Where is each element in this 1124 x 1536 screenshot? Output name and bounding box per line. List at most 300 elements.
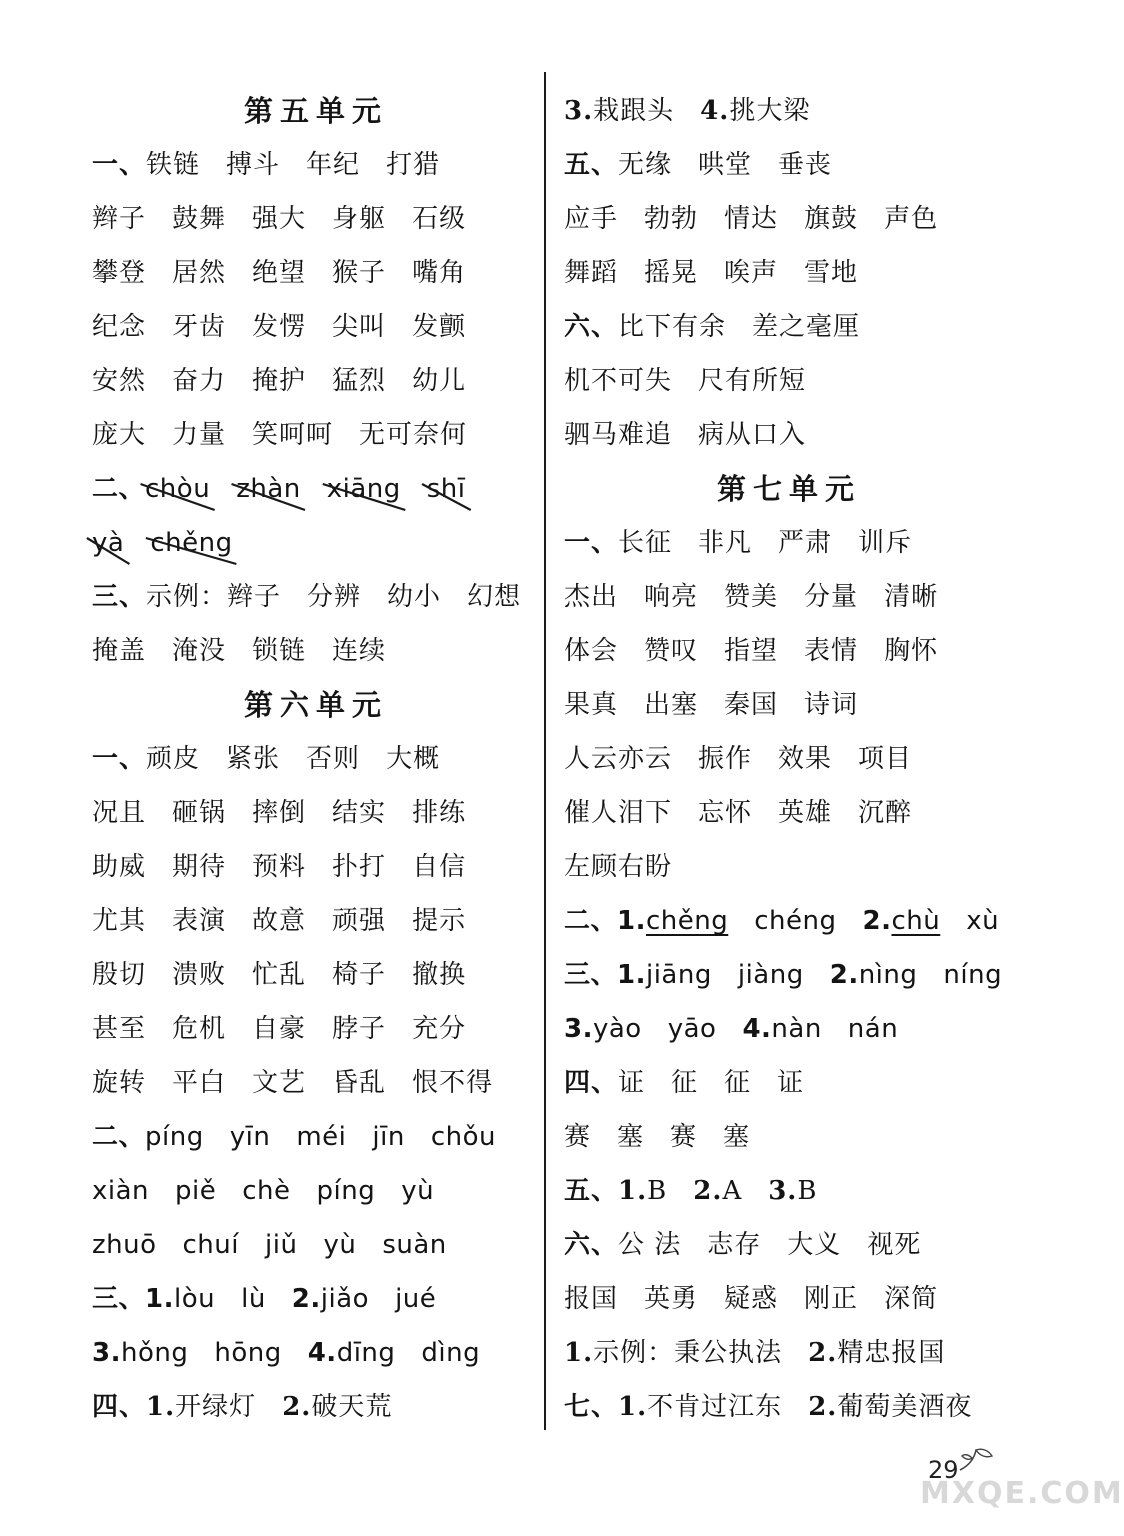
answer-text: 发愣 (252, 312, 307, 342)
answer-text: 清晰 (884, 582, 939, 612)
answer-text: 锁链 (252, 636, 307, 666)
answer-word (327, 462, 401, 516)
answer-text: 恨不得 (412, 1068, 494, 1098)
answer-text: 开绿灯 (175, 1392, 257, 1422)
answer-text: 出塞 (644, 690, 699, 720)
answer-word (332, 894, 386, 948)
answer-word (252, 786, 306, 840)
answer-word (564, 1002, 642, 1056)
struck-pinyin: chěng (150, 528, 232, 558)
answer-word (884, 570, 938, 624)
answer-text: 排练 (412, 798, 467, 828)
answer-word (467, 570, 521, 624)
answer-word (265, 1218, 297, 1272)
answer-line (92, 246, 540, 300)
answer-text: 大概 (386, 744, 441, 774)
answer-word (332, 246, 386, 300)
left-column (92, 84, 540, 1434)
page-number: 29 (928, 1456, 959, 1484)
answer-line (92, 1056, 540, 1110)
answer-word (644, 678, 698, 732)
answer-word (172, 840, 226, 894)
answer-word (564, 732, 672, 786)
question-number: 二、 (92, 474, 146, 504)
answer-text: 猛烈 (332, 366, 387, 396)
answer-text: 鼓舞 (172, 204, 227, 234)
answer-text: 葡萄美酒夜 (837, 1392, 973, 1422)
answer-word (252, 354, 306, 408)
answer-text: 居然 (172, 258, 227, 288)
answer-text: dīng (336, 1338, 396, 1368)
item-number: 2. (693, 1176, 723, 1206)
item-number: 2. (862, 906, 892, 936)
answer-text: 秦国 (724, 690, 779, 720)
answer-line (564, 1326, 1014, 1380)
answer-text: 声色 (884, 204, 939, 234)
answer-word (724, 1056, 751, 1110)
answer-word (738, 948, 804, 1002)
strike-mark (144, 534, 238, 568)
answer-word (804, 192, 858, 246)
answer-text: 刚正 (804, 1284, 859, 1314)
answer-word (332, 786, 386, 840)
answer-word (618, 1164, 667, 1218)
answer-text: nìng (858, 960, 918, 990)
answer-text: 训斥 (858, 528, 913, 558)
item-number: 3. (92, 1338, 121, 1368)
answer-word (332, 948, 386, 1002)
answer-word (863, 894, 941, 948)
answer-text: 甚至 (92, 1014, 147, 1044)
answer-text: 指望 (724, 636, 779, 666)
answer-text: 机不可失 (564, 366, 673, 396)
answer-word (92, 1164, 149, 1218)
answer-word (412, 786, 466, 840)
answer-text: 公 法 (618, 1230, 682, 1260)
answer-text: 嘴角 (412, 258, 467, 288)
answer-text: hōng (214, 1338, 282, 1368)
answer-word (332, 1002, 386, 1056)
answer-word (372, 1110, 404, 1164)
answer-word (564, 84, 674, 138)
answer-word (564, 570, 618, 624)
answer-word (92, 1056, 146, 1110)
answer-word (307, 570, 361, 624)
item-number: 2. (808, 1338, 838, 1368)
answer-word (884, 624, 938, 678)
answer-word (92, 408, 146, 462)
answer-word (778, 516, 832, 570)
answer-text: 长征 (618, 528, 673, 558)
answer-word (172, 948, 226, 1002)
answer-word (617, 948, 712, 1002)
answer-word (382, 1218, 446, 1272)
answer-word (848, 1002, 898, 1056)
answer-word (564, 1110, 591, 1164)
answer-text: 应手 (564, 204, 619, 234)
item-number: 1. (617, 960, 646, 990)
answer-text: 视死 (867, 1230, 922, 1260)
answer-text: 左顾右盼 (564, 852, 673, 882)
answer-line (564, 624, 1014, 678)
answer-text: 人云亦云 (564, 744, 673, 774)
answer-word (644, 624, 698, 678)
answer-line (92, 1272, 540, 1326)
answer-text: 垂丧 (778, 150, 833, 180)
answer-text: 无缘 (618, 150, 673, 180)
question-number: 三、 (92, 1284, 146, 1314)
answer-text: 雪地 (804, 258, 859, 288)
answer-text: 摇晃 (644, 258, 699, 288)
answer-line (564, 1110, 1014, 1164)
answer-line (564, 1002, 1014, 1056)
answer-word (332, 192, 386, 246)
item-number: 1. (146, 1392, 176, 1422)
answer-line (92, 1002, 540, 1056)
answer-word (252, 408, 333, 462)
answer-text: yīn (229, 1122, 271, 1152)
answer-word (700, 84, 810, 138)
answer-text: 纪念 (92, 312, 147, 342)
strike-mark (86, 534, 130, 568)
answer-word (618, 1056, 645, 1110)
answer-line (92, 624, 540, 678)
answer-word (867, 1218, 921, 1272)
answer-text: 尤其 (92, 906, 147, 936)
answer-word (145, 462, 210, 516)
answer-word (724, 1272, 778, 1326)
answer-word (617, 894, 728, 948)
answer-text: zhuō (92, 1230, 157, 1260)
answer-word (92, 624, 146, 678)
answer-word (724, 678, 778, 732)
answer-text: 猴子 (332, 258, 387, 288)
answer-word (778, 732, 832, 786)
right-column (564, 84, 1014, 1434)
answer-word (670, 1110, 697, 1164)
answer-text: 辫子 (92, 204, 147, 234)
answer-word (172, 246, 226, 300)
answer-word (698, 408, 806, 462)
answer-word (778, 138, 832, 192)
answer-line (92, 1164, 540, 1218)
answer-word (92, 786, 146, 840)
answer-word (92, 1002, 146, 1056)
answer-text: jiàng (737, 960, 804, 990)
question-number: 二、 (92, 1122, 146, 1152)
answer-word (724, 570, 778, 624)
answer-word (884, 1272, 938, 1326)
answer-text: 石级 (412, 204, 467, 234)
answer-text: 庞大 (92, 420, 147, 450)
answer-line (564, 678, 1014, 732)
answer-text: xiàn (92, 1176, 150, 1206)
answer-text: 尺有所短 (698, 366, 807, 396)
answer-word (742, 1002, 821, 1056)
answer-word (787, 1218, 841, 1272)
answer-text: 效果 (778, 744, 833, 774)
answer-text: méi (296, 1122, 347, 1152)
answer-text: 催人泪下 (564, 798, 673, 828)
question-number: 五、 (564, 1176, 619, 1206)
answer-text: 殷切 (92, 960, 147, 990)
answer-text: 项目 (858, 744, 913, 774)
answer-word (401, 1164, 434, 1218)
answer-line (92, 948, 540, 1002)
answer-text: 打猎 (386, 150, 441, 180)
answer-line (92, 1110, 540, 1164)
answer-word (172, 1056, 226, 1110)
answer-line (92, 732, 540, 786)
answer-text: 忙乱 (252, 960, 307, 990)
item-number: 2. (291, 1284, 321, 1314)
answer-word (858, 732, 912, 786)
answer-text: jīn (372, 1122, 405, 1152)
answer-text: 英勇 (644, 1284, 699, 1314)
answer-text: 破天荒 (311, 1392, 393, 1422)
answer-text: 顽皮 (146, 744, 201, 774)
answer-text: 杰出 (564, 582, 619, 612)
answer-text: 掩盖 (92, 636, 147, 666)
answer-text: 不肯过江东 (647, 1392, 783, 1422)
answer-text: 果真 (564, 690, 619, 720)
answer-line (92, 1218, 540, 1272)
answer-word (172, 354, 226, 408)
answer-text: yāo (667, 1014, 717, 1044)
answer-word (332, 624, 386, 678)
answer-word (146, 1380, 256, 1434)
struck-pinyin: yà (92, 528, 124, 558)
answer-text: 笑呵呵 (252, 420, 334, 450)
answer-word (412, 840, 466, 894)
answer-line (564, 192, 1014, 246)
answer-word (412, 894, 466, 948)
strike-mark (139, 480, 216, 514)
answer-word (252, 894, 306, 948)
answer-line (564, 516, 1014, 570)
answer-word (172, 624, 226, 678)
answer-text: 疑惑 (724, 1284, 779, 1314)
answer-word (332, 1056, 386, 1110)
answer-text: 扑打 (332, 852, 387, 882)
answer-text: 顽强 (332, 906, 387, 936)
answer-word (754, 894, 836, 948)
answer-text: 自信 (412, 852, 467, 882)
answer-text: 平白 (172, 1068, 227, 1098)
answer-text: suàn (382, 1230, 447, 1260)
answer-word (617, 1110, 644, 1164)
answer-text: yù (323, 1230, 357, 1260)
answer-line (92, 840, 540, 894)
answer-word (242, 1164, 290, 1218)
question-number: 二、 (564, 906, 618, 936)
answer-word (172, 300, 226, 354)
answer-text: 比下有余 (618, 312, 727, 342)
answer-word (564, 408, 672, 462)
answer-text: 示例：辫子 (146, 582, 282, 612)
answer-text: jiāng (645, 960, 712, 990)
answer-text: 勃勃 (644, 204, 699, 234)
item-number: 2. (282, 1392, 312, 1422)
answer-word (92, 894, 146, 948)
answer-line (564, 732, 1014, 786)
answer-text: hǒng (120, 1338, 189, 1368)
answer-line (564, 300, 1014, 354)
answer-text: 栽跟头 (593, 96, 675, 126)
question-number: 五、 (564, 150, 619, 180)
answer-word (618, 300, 726, 354)
answer-text: B (797, 1176, 818, 1206)
answer-word (564, 1326, 782, 1380)
answer-text: chǒu (430, 1122, 496, 1152)
answer-line (564, 840, 1014, 894)
answer-word (308, 1326, 396, 1380)
answer-word (966, 894, 999, 948)
answer-line (92, 570, 540, 624)
answer-line (564, 1056, 1014, 1110)
answer-text: píng (316, 1176, 376, 1206)
answer-line (92, 516, 540, 570)
answer-text: 助威 (92, 852, 147, 882)
answer-text: 连续 (332, 636, 387, 666)
answer-word (564, 786, 672, 840)
item-number: 1. (564, 1338, 594, 1368)
answer-word (564, 1272, 618, 1326)
answer-word (172, 1002, 226, 1056)
answer-text: yào (592, 1014, 642, 1044)
answer-text: 赛 (670, 1122, 698, 1152)
question-number: 六、 (564, 312, 619, 342)
answer-line (564, 948, 1014, 1002)
answer-word (724, 624, 778, 678)
answer-word (92, 516, 124, 570)
answer-word (214, 1326, 281, 1380)
answer-text: lù (241, 1284, 266, 1314)
answer-line (92, 138, 540, 192)
answer-word (241, 1272, 266, 1326)
answer-line (92, 894, 540, 948)
answer-text: 期待 (172, 852, 227, 882)
struck-pinyin: zhàn (236, 474, 301, 504)
answer-text: 砸锅 (172, 798, 227, 828)
item-number: 4. (307, 1338, 337, 1368)
answer-text: 强大 (252, 204, 307, 234)
answer-word (317, 1164, 376, 1218)
answer-word (698, 786, 752, 840)
answer-text: 文艺 (252, 1068, 307, 1098)
answer-text: 舞蹈 (564, 258, 619, 288)
leaf-ornament (958, 1446, 996, 1474)
answer-text: 昏乱 (332, 1068, 387, 1098)
answer-word (858, 786, 912, 840)
answer-line (92, 1326, 540, 1380)
answer-word (92, 192, 146, 246)
answer-text: 幻想 (467, 582, 522, 612)
answer-text: 塞 (723, 1122, 751, 1152)
answer-text: 发颤 (412, 312, 467, 342)
answer-word (172, 408, 226, 462)
answer-text: 精忠报国 (837, 1338, 946, 1368)
answer-text: 自豪 (252, 1014, 307, 1044)
answer-word (386, 138, 440, 192)
answer-word (808, 1380, 972, 1434)
answer-text: chéng (754, 906, 837, 936)
answer-text: nán (847, 1014, 899, 1044)
answer-text: chěng (645, 906, 729, 936)
answer-text: 身躯 (332, 204, 387, 234)
answer-word (644, 1272, 698, 1326)
answer-word (146, 138, 200, 192)
answer-word (830, 948, 918, 1002)
answer-word (306, 138, 360, 192)
item-number: 1. (145, 1284, 174, 1314)
answer-word (427, 462, 466, 516)
section-heading: 第五单元 (243, 94, 388, 128)
answer-word (723, 1110, 750, 1164)
answer-text: 撤换 (412, 960, 467, 990)
answer-text: 唉声 (724, 258, 779, 288)
answer-word (564, 246, 618, 300)
answer-word (858, 516, 912, 570)
answer-word (395, 1272, 436, 1326)
answer-text: 椅子 (332, 960, 387, 990)
item-number: 3. (564, 1014, 593, 1044)
answer-line (564, 1380, 1014, 1434)
answer-text: 无可奈何 (359, 420, 468, 450)
item-number: 2. (808, 1392, 838, 1422)
answer-word (724, 192, 778, 246)
item-number: 1. (617, 906, 646, 936)
question-number: 一、 (92, 150, 147, 180)
answer-word (252, 948, 306, 1002)
answer-word (92, 840, 146, 894)
answer-text: 况且 (92, 798, 147, 828)
answer-text: 年纪 (306, 150, 361, 180)
answer-text: jiǎo (320, 1284, 370, 1314)
answer-text: yù (401, 1176, 435, 1206)
answer-text: 胸怀 (884, 636, 939, 666)
answer-text: 差之毫厘 (752, 312, 861, 342)
answer-text: 提示 (412, 906, 467, 936)
answer-word (412, 948, 466, 1002)
answer-text: chuí (182, 1230, 239, 1260)
answer-word (777, 1056, 804, 1110)
answer-word (252, 300, 306, 354)
answer-text: B (647, 1176, 668, 1206)
answer-word (804, 678, 858, 732)
answer-word (387, 570, 441, 624)
item-number: 4. (700, 96, 730, 126)
answer-text: 分辨 (307, 582, 362, 612)
answer-line (564, 894, 1014, 948)
answer-text: 结实 (332, 798, 387, 828)
answer-line (564, 84, 1014, 138)
answer-word (421, 1326, 480, 1380)
answer-word (92, 354, 146, 408)
answer-text: 故意 (252, 906, 307, 936)
column-divider (544, 72, 546, 1430)
answer-text: 振作 (698, 744, 753, 774)
answer-word (768, 1164, 817, 1218)
answer-text: 体会 (564, 636, 619, 666)
answer-word (943, 948, 1002, 1002)
answer-word (252, 246, 306, 300)
answer-word (698, 516, 752, 570)
answer-text: 示例：秉公执法 (593, 1338, 783, 1368)
answer-text: dìng (421, 1338, 481, 1368)
answer-text: píng (145, 1122, 204, 1152)
answer-text: 力量 (172, 420, 227, 450)
